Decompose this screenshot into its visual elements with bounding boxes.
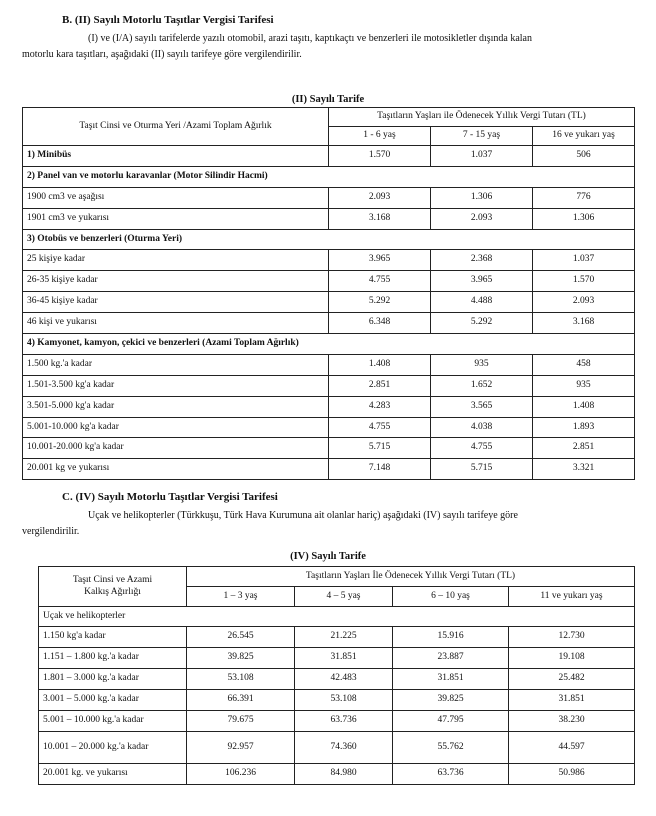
table-ii-row — [23, 438, 635, 459]
table-ii-cell-age-1: 5.715 — [329, 438, 431, 459]
table-iv-row-label: 20.001 kg. ve yukarısı — [39, 764, 187, 785]
table-iv-row — [39, 690, 635, 711]
table-iv-row-label: 10.001 – 20.000 kg.'a kadar — [39, 732, 187, 764]
table-iv-caption: (IV) Sayılı Tarife — [290, 551, 366, 562]
table-iv — [38, 566, 635, 785]
table-ii-cell-age-2: 3.565 — [431, 396, 533, 417]
table-ii-row — [23, 146, 635, 167]
table-iv-cell-age-2: 21.225 — [295, 627, 393, 648]
table-iv-header-age-4: 11 ve yukarı yaş — [509, 587, 635, 607]
table-ii-group-label: 2) Panel van ve motorlu karavanlar (Motor Silindir Hacmi) — [23, 166, 635, 187]
table-ii-cell-age-3: 3.321 — [533, 459, 635, 480]
table-iv-row — [39, 732, 635, 764]
table-ii-cell-age-2: 935 — [431, 354, 533, 375]
table-iv-header-group: Taşıtların Yaşları İle Ödenecek Yıllık Vergi Tutarı (TL) — [187, 567, 635, 587]
table-ii-row — [23, 250, 635, 271]
table-ii-header-group: Taşıtların Yaşları ile Ödenecek Yıllık Vergi Tutarı (TL) — [329, 108, 635, 127]
table-ii-group-row — [23, 229, 635, 250]
table-ii-cell-age-3: 3.168 — [533, 313, 635, 334]
table-ii-cell-age-1: 3.965 — [329, 250, 431, 271]
section-b-heading: B. (II) Sayılı Motorlu Taşıtlar Vergisi Tarifesi — [62, 14, 274, 26]
table-ii-group-row — [23, 334, 635, 355]
table-iv-cell-age-3: 31.851 — [393, 669, 509, 690]
table-ii-cell-age-2: 4.755 — [431, 438, 533, 459]
table-ii-row-label: 26-35 kişiye kadar — [23, 271, 329, 292]
table-iv-row-label: 3.001 – 5.000 kg.'a kadar — [39, 690, 187, 711]
table-iv-cell-age-4: 19.108 — [509, 648, 635, 669]
table-iv-row-label: 1.801 – 3.000 kg.'a kadar — [39, 669, 187, 690]
table-iv-cell-age-1: 26.545 — [187, 627, 295, 648]
table-iv-header-vehicle-line1: Taşıt Cinsi ve Azami — [72, 574, 153, 585]
table-iv-cell-age-3: 39.825 — [393, 690, 509, 711]
table-iv-cell-age-2: 31.851 — [295, 648, 393, 669]
table-ii-row-label: 1.500 kg.'a kadar — [23, 354, 329, 375]
table-ii-row — [23, 313, 635, 334]
table-ii-row-label: 1) Minibüs — [23, 146, 329, 167]
table-iv-cell-age-4: 25.482 — [509, 669, 635, 690]
table-ii-header-age-2: 7 - 15 yaş — [431, 127, 533, 146]
table-ii-cell-age-2: 5.715 — [431, 459, 533, 480]
table-ii-row-label: 25 kişiye kadar — [23, 250, 329, 271]
table-iv-cell-age-2: 74.360 — [295, 732, 393, 764]
table-iv-row — [39, 669, 635, 690]
table-ii-row — [23, 208, 635, 229]
table-ii-row — [23, 187, 635, 208]
table-ii-cell-age-1: 2.851 — [329, 375, 431, 396]
table-iv-group-row: Uçak ve helikopterler — [39, 607, 635, 627]
table-iv-cell-age-2: 53.108 — [295, 690, 393, 711]
table-iv-row-label: 1.150 kg'a kadar — [39, 627, 187, 648]
table-iv-row-label: 5.001 – 10.000 kg.'a kadar — [39, 711, 187, 732]
table-ii-cell-age-2: 1.652 — [431, 375, 533, 396]
table-ii-cell-age-2: 4.038 — [431, 417, 533, 438]
table-ii-header-vehicle: Taşıt Cinsi ve Oturma Yeri /Azami Toplam Ağırlık — [23, 108, 329, 146]
table-ii-cell-age-1: 4.755 — [329, 417, 431, 438]
table-iv-cell-age-1: 66.391 — [187, 690, 295, 711]
table-ii-cell-age-3: 458 — [533, 354, 635, 375]
table-ii-cell-age-3: 1.306 — [533, 208, 635, 229]
table-ii-row — [23, 354, 635, 375]
section-c-heading: C. (IV) Sayılı Motorlu Taşıtlar Vergisi Tarifesi — [62, 491, 278, 503]
table-ii-row-label: 1901 cm3 ve yukarısı — [23, 208, 329, 229]
table-ii-cell-age-1: 4.755 — [329, 271, 431, 292]
table-ii-cell-age-1: 2.093 — [329, 187, 431, 208]
table-iv-cell-age-1: 39.825 — [187, 648, 295, 669]
table-iv-cell-age-1: 79.675 — [187, 711, 295, 732]
table-ii-row — [23, 292, 635, 313]
table-ii-row-label: 46 kişi ve yukarısı — [23, 313, 329, 334]
table-ii — [22, 107, 635, 480]
table-iv-cell-age-3: 23.887 — [393, 648, 509, 669]
table-iv-row — [39, 711, 635, 732]
table-iv-cell-age-4: 44.597 — [509, 732, 635, 764]
section-b-paragraph-line1: (I) ve (I/A) sayılı tarifelerde yazılı otomobil, arazi taşıtı, kaptıkaçtı ve benzerleri ile motosikletler dışında kalan — [88, 33, 532, 44]
table-iv-cell-age-1: 106.236 — [187, 764, 295, 785]
table-ii-row-label: 3.501-5.000 kg'a kadar — [23, 396, 329, 417]
section-c-paragraph-line2: vergilendirilir. — [22, 526, 80, 537]
table-ii-row — [23, 396, 635, 417]
table-ii-cell-age-1: 4.283 — [329, 396, 431, 417]
table-ii-cell-age-2: 2.368 — [431, 250, 533, 271]
table-ii-cell-age-2: 4.488 — [431, 292, 533, 313]
table-iv-cell-age-3: 63.736 — [393, 764, 509, 785]
table-ii-row-label: 36-45 kişiye kadar — [23, 292, 329, 313]
table-ii-cell-age-3: 506 — [533, 146, 635, 167]
table-ii-group-row — [23, 166, 635, 187]
table-ii-group-label: 4) Kamyonet, kamyon, çekici ve benzerleri (Azami Toplam Ağırlık) — [23, 334, 635, 355]
table-ii-cell-age-1: 1.570 — [329, 146, 431, 167]
table-ii-cell-age-3: 1.037 — [533, 250, 635, 271]
table-ii-cell-age-1: 6.348 — [329, 313, 431, 334]
table-ii-row-label: 10.001-20.000 kg'a kadar — [23, 438, 329, 459]
table-iv-cell-age-2: 63.736 — [295, 711, 393, 732]
table-ii-cell-age-2: 1.306 — [431, 187, 533, 208]
table-ii-row — [23, 271, 635, 292]
table-ii-cell-age-2: 3.965 — [431, 271, 533, 292]
table-iv-header-age-1: 1 – 3 yaş — [187, 587, 295, 607]
table-iv-header-vehicle — [39, 567, 187, 607]
table-iv-cell-age-4: 38.230 — [509, 711, 635, 732]
table-iv-cell-age-4: 12.730 — [509, 627, 635, 648]
table-iv-cell-age-2: 84.980 — [295, 764, 393, 785]
table-ii-cell-age-2: 5.292 — [431, 313, 533, 334]
table-ii-cell-age-1: 5.292 — [329, 292, 431, 313]
section-b-paragraph-line2: motorlu kara taşıtları, aşağıdaki (II) sayılı tarifeye göre vergilendirilir. — [22, 49, 302, 60]
table-ii-caption: (II) Sayılı Tarife — [291, 94, 365, 105]
table-ii-cell-age-2: 2.093 — [431, 208, 533, 229]
table-ii-cell-age-3: 2.851 — [533, 438, 635, 459]
table-iv-header-vehicle-line2: Kalkış Ağırlığı — [84, 586, 141, 597]
table-iv-row-label: 1.151 – 1.800 kg.'a kadar — [39, 648, 187, 669]
table-iv-cell-age-3: 15.916 — [393, 627, 509, 648]
table-ii-row — [23, 459, 635, 480]
table-ii-row-label: 1.501-3.500 kg'a kadar — [23, 375, 329, 396]
table-iv-cell-age-3: 47.795 — [393, 711, 509, 732]
table-iv-row — [39, 764, 635, 785]
table-ii-row-label: 20.001 kg ve yukarısı — [23, 459, 329, 480]
table-iv-cell-age-1: 92.957 — [187, 732, 295, 764]
table-ii-cell-age-1: 3.168 — [329, 208, 431, 229]
table-ii-cell-age-3: 1.408 — [533, 396, 635, 417]
section-c-paragraph-line1: Uçak ve helikopterler (Türkkuşu, Türk Hava Kurumuna ait olanlar hariç) aşağıdaki (IV) sayılı tarifeye göre — [88, 510, 518, 521]
table-ii-cell-age-3: 1.570 — [533, 271, 635, 292]
table-iv-cell-age-3: 55.762 — [393, 732, 509, 764]
table-ii-row — [23, 375, 635, 396]
table-ii-row-label: 1900 cm3 ve aşağısı — [23, 187, 329, 208]
table-ii-cell-age-3: 776 — [533, 187, 635, 208]
table-ii-row-label: 5.001-10.000 kg'a kadar — [23, 417, 329, 438]
table-ii-cell-age-1: 7.148 — [329, 459, 431, 480]
table-iv-cell-age-2: 42.483 — [295, 669, 393, 690]
table-ii-header-age-1: 1 - 6 yaş — [329, 127, 431, 146]
table-iv-row — [39, 648, 635, 669]
table-iv-cell-age-4: 50.986 — [509, 764, 635, 785]
table-ii-group-label: 3) Otobüs ve benzerleri (Oturma Yeri) — [23, 229, 635, 250]
table-ii-cell-age-3: 935 — [533, 375, 635, 396]
table-ii-cell-age-2: 1.037 — [431, 146, 533, 167]
table-ii-header-age-3: 16 ve yukarı yaş — [533, 127, 635, 146]
table-iv-row — [39, 627, 635, 648]
table-ii-cell-age-1: 1.408 — [329, 354, 431, 375]
table-iv-cell-age-1: 53.108 — [187, 669, 295, 690]
table-ii-row — [23, 417, 635, 438]
table-iv-header-age-3: 6 – 10 yaş — [393, 587, 509, 607]
table-iv-cell-age-4: 31.851 — [509, 690, 635, 711]
table-ii-cell-age-3: 2.093 — [533, 292, 635, 313]
table-iv-header-age-2: 4 – 5 yaş — [295, 587, 393, 607]
table-ii-cell-age-3: 1.893 — [533, 417, 635, 438]
